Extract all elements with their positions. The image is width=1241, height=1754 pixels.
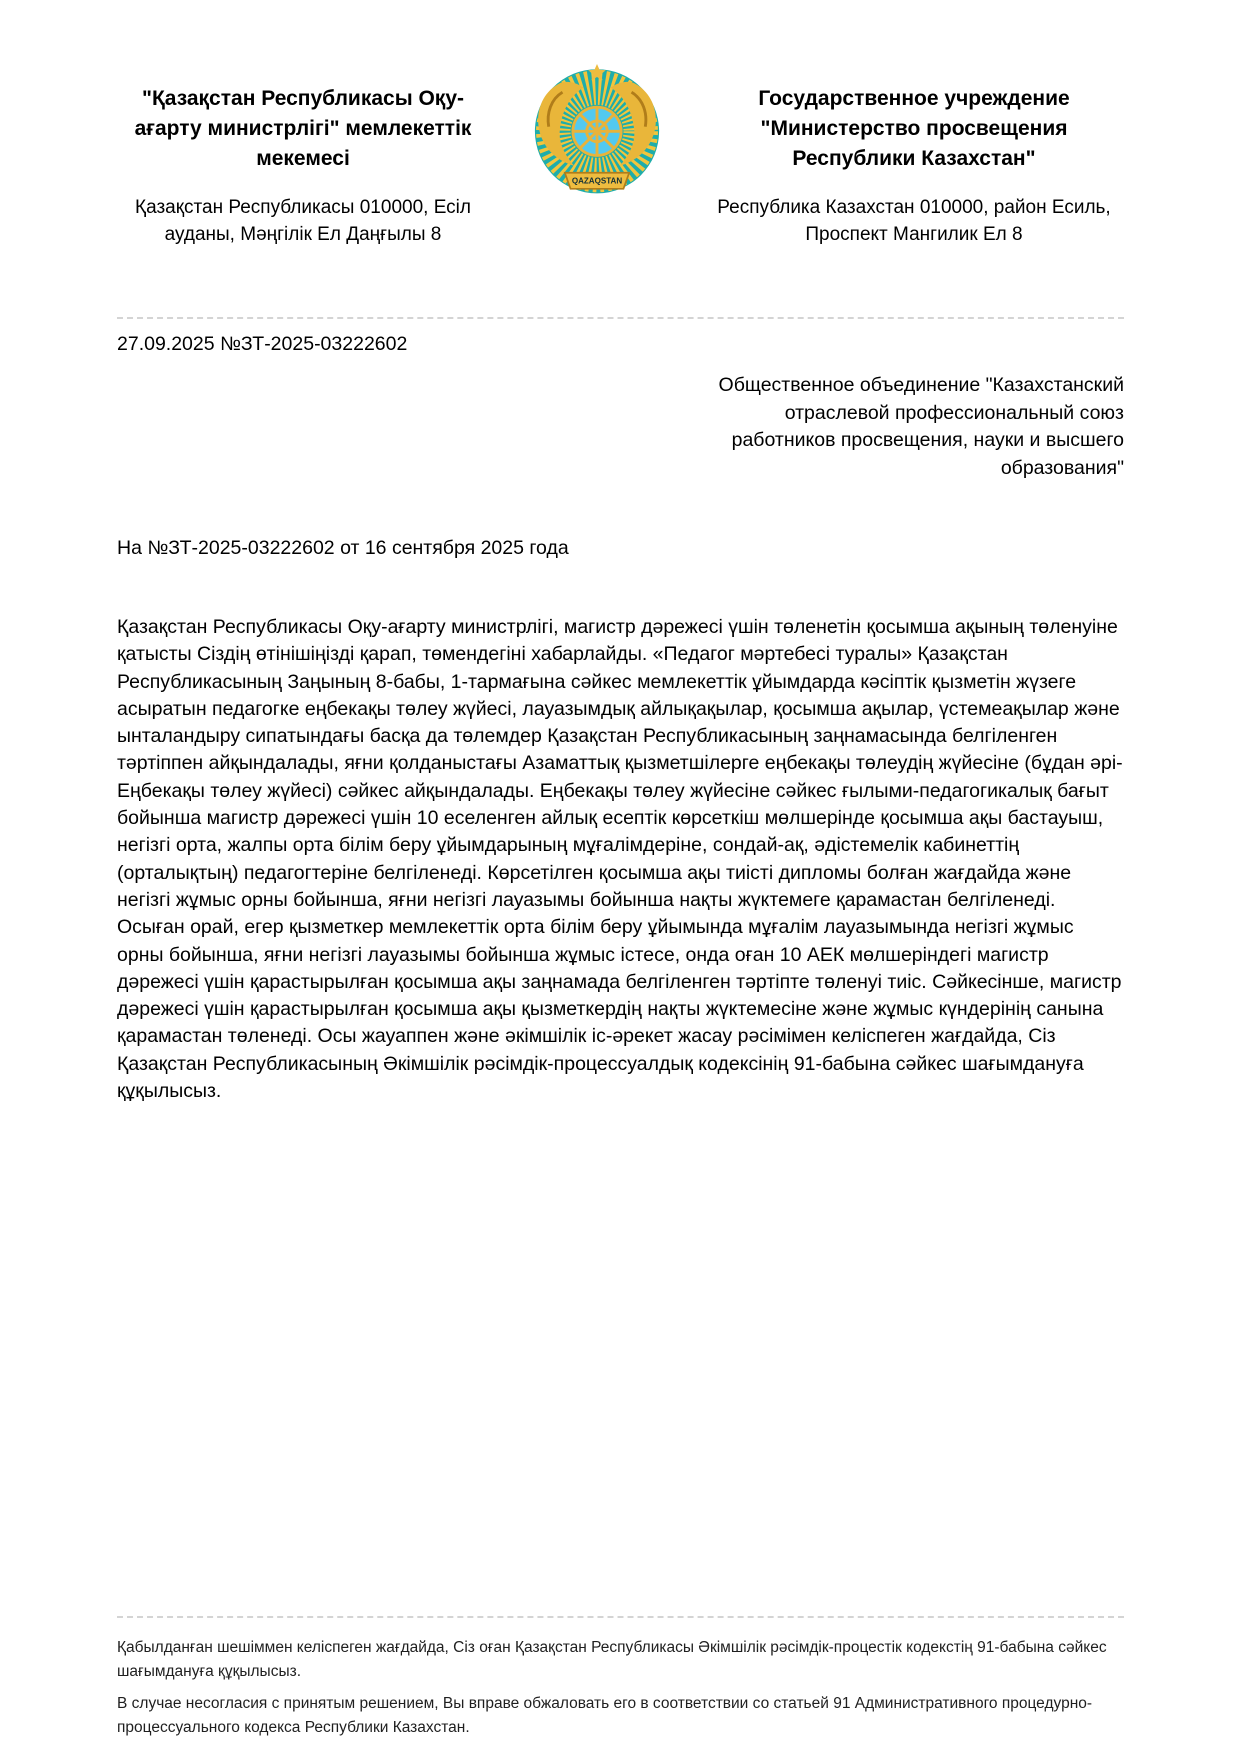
org-address-russian: Республика Казахстан 010000, район Есиль, Проспект Мангилик Ел 8	[717, 197, 1111, 246]
recipient-block: Общественное объединение "Казахстанский отраслевой профессиональный союз работников просвещения, науки и высшего образования"	[718, 373, 1124, 479]
footer-note-kazakh: Қабылданған шешіммен келіспеген жағдайда, Сіз оған Қазақстан Республикасы Әкімшілік рәсімдік-процестік кодекстің 91-бабына сәйкес шағымдануға құқылысыз.	[117, 1638, 1107, 1680]
kazakhstan-emblem-icon	[528, 60, 666, 198]
footer-separator	[117, 1616, 1124, 1618]
letter-body: Қазақстан Республикасы Оқу-ағарту министрлігі, магистр дәрежесі үшін төленетін қосымша ақының төленуіне қатысты Сіздің өтінішіңізді қарап, төмендегіні хабарлайды. «Педагог мәртебесі туралы» Қазақстан Республикасының Заңының 8-бабы, 1-тармағына сәйкес мемлекеттік ұйымдарда кәсіптік қызметін жүзеге асыратын педагогке еңбекақы төлеу жүйесі, лауазымдық айлықақылар, қосымша ақылар, үстемеақылар және ынталандыру сипатындағы басқа да төлемдер Қазақстан Республикасының заңнамасында белгіленген тәртіппен айқындалады, яғни қолданыстағы Азаматтық қызметшілерге еңбекақы төлеудің жүйесіне (бұдан әрі-Еңбекақы төлеу жүйесі) сәйкес айқындалады. Еңбекақы төлеу жүйесіне сәйкес ғылыми-педагогикалық бағыт бойынша магистр дәрежесі үшін 10 еселенген айлық есептік көрсеткіш мөлшерінде қосымша ақы бастауыш, негізгі орта, жалпы орта білім беру ұйымдарының мұғалімдеріне, сондай-ақ, әдістемелік кабинеттің (орталықтың) педагогтеріне белгіленеді. Көрсетілген қосымша ақы тиісті дипломы болған жағдайда және негізгі жұмыс орны бойынша, яғни негізгі лауазымы бойынша нақты жүктемеге қарамастан белгіленеді. Осыған орай, егер қызметкер мемлекеттік орта білім беру ұйымында мұғалім лауазымында негізгі жұмыс орны бойынша, яғни негізгі лауазымы бойынша жұмыс істесе, онда оған 10 АЕК мөлшеріндегі магистр дәрежесі үшін қарастырылған қосымша ақы заңнамада белгіленген тәртіпте төленуі тиіс. Сәйкесінше, магистр дәрежесі үшін қарастырылған қосымша ақы қызметкердің нақты жүктемесіне және жұмыс күндерінің санына қарамастан төленеді. Осы жауаппен және әкімшілік іс-әрекет жасау рәсімімен келіспеген жағдайда, Сіз Қазақстан Республикасының Әкімшілік рәсімдік-процессуалдық кодексінің 91-бабына сәйкес шағымдануға құқылысыз.	[117, 615, 1123, 1103]
org-title-russian: Государственное учреждение "Министерство просвещения Республики Казахстан"	[758, 87, 1070, 170]
org-title-kazakh: "Қазақстан Республикасы Оқу-ағарту министрлігі" мемлекеттік мекемесі	[134, 87, 472, 170]
org-block-russian	[704, 60, 1124, 249]
date-number-line: 27.09.2025 №ЗТ-2025-03222602	[117, 332, 408, 355]
footer-note-russian: В случае несогласия с принятым решением, Вы вправе обжаловать его в соответствии со статьей 91 Административного процедурно-процессуального кодекса Республики Казахстан.	[117, 1694, 1093, 1736]
emblem-banner-text: QAZAQSTAN	[571, 176, 622, 186]
reference-line: На №ЗТ-2025-03222602 от 16 сентября 2025 года	[117, 536, 569, 559]
header-separator	[117, 317, 1124, 319]
footer	[117, 1616, 1124, 1740]
emblem-shanyrak-grid	[572, 107, 620, 155]
org-block-kazakh	[117, 60, 489, 249]
org-address-kazakh: Қазақстан Республикасы 010000, Есіл ауданы, Мәңгілік Ел Даңғылы 8	[135, 197, 471, 246]
letterhead	[117, 60, 1124, 249]
